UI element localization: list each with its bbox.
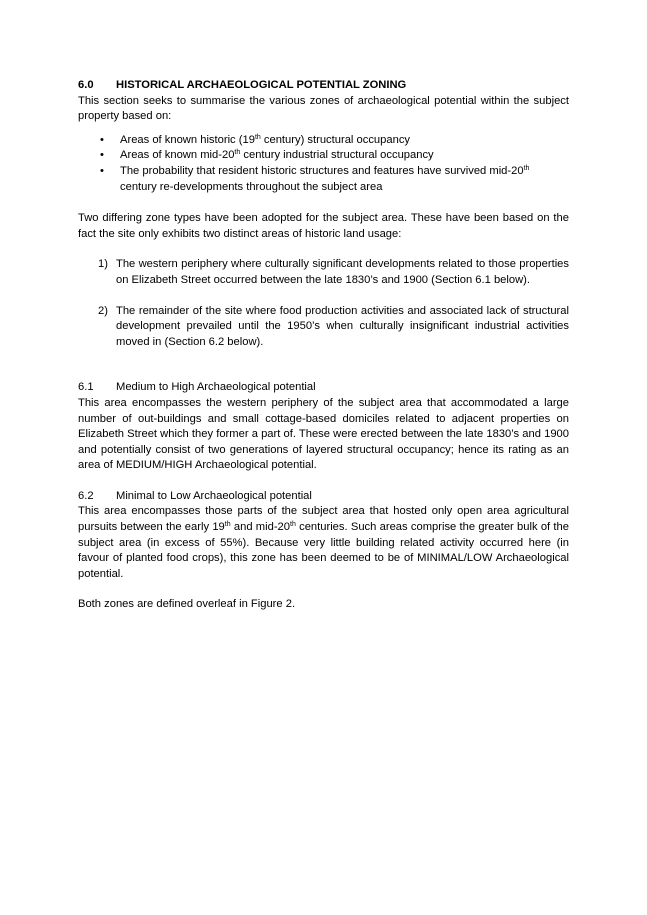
superscript: th [254, 133, 261, 141]
bullet-icon: • [100, 164, 104, 177]
body-text: and mid-20 [230, 521, 290, 534]
document-page [78, 78, 569, 613]
closing-note: Both zones are defined overleaf in Figure 2. [78, 598, 296, 611]
list-item-text: The remainder of the site where food production activities and associated lack of structural development prevailed until the 1950’s when culturally insignificant industrial activities moved in (Section 6.2 below). [116, 304, 569, 348]
bullet-text-before: The probability that resident historic structures and features have survived mid-20 [120, 164, 524, 177]
bullet-list [78, 133, 569, 195]
section-title: HISTORICAL ARCHAEOLOGICAL POTENTIAL ZONING [116, 79, 407, 91]
bullet-icon: • [100, 149, 104, 162]
subsection-title: Minimal to Low Archaeological potential [116, 489, 312, 502]
body-text: centuries. Such areas comprise the greater bulk of the subject area (in excess of 55%). Because very little building related activity occurred here (in favour of planted food crops), this zone has been deemed to be of MINIMAL/LOW Archaeological potential. [78, 521, 569, 580]
subsection-title: Medium to High Archaeological potential [116, 381, 316, 394]
section-heading [78, 78, 569, 94]
list-item [78, 148, 569, 164]
zones-intro: Two differing zone types have been adopted for the subject area. These have been based on the fact the site only exhibits two distinct areas of historic land usage: [78, 212, 569, 240]
subsection-number: 6.1 [78, 381, 94, 394]
bullet-text-before: Areas of known historic (19 [120, 133, 255, 146]
section-intro: This section seeks to summarise the various zones of archaeological potential within the subject property based on: [78, 94, 569, 123]
subsection-heading-6-1 [78, 380, 569, 396]
superscript: th [523, 164, 530, 172]
list-item-text: The western periphery where culturally significant developments related to those properties on Elizabeth Street occurred between the late 1830’s and 1900 (Section 6.1 below). [116, 258, 569, 286]
list-item [78, 133, 569, 149]
body-text: This area encompasses those parts of the subject area that hosted only open area agricultural pursuits between the early 19 [78, 505, 569, 534]
superscript: th [290, 521, 296, 529]
superscript: th [224, 521, 231, 529]
section-number: 6.0 [78, 79, 94, 91]
subsection-body-6-2 [78, 504, 569, 582]
bullet-icon: • [100, 133, 104, 146]
list-marker: 2) [98, 304, 108, 317]
list-item [78, 304, 569, 351]
subsection-number: 6.2 [78, 489, 94, 502]
subsection-heading-6-2 [78, 489, 569, 505]
subsection-body-6-1: This area encompasses the western periphery of the subject area that accommodated a large number of out-buildings and small cottage-based domiciles related to adjacent properties on Elizabeth Street which they former a part of. These were erected between the late 1830’s and 1900 and potentially consist of two generations of layered structural occupancy; hence its rating as an area of MEDIUM/HIGH Archaeological potential. [78, 396, 569, 472]
list-item [78, 257, 569, 288]
list-marker: 1) [98, 258, 108, 271]
bullet-text-after: century industrial structural occupancy [240, 149, 434, 162]
bullet-text-after: century re-developments throughout the subject area [120, 180, 383, 193]
bullet-text-before: Areas of known mid-20 [120, 149, 235, 162]
superscript: th [234, 149, 241, 157]
numbered-list [78, 257, 569, 350]
bullet-text-after: century) structural occupancy [260, 133, 411, 146]
list-item [78, 164, 569, 195]
